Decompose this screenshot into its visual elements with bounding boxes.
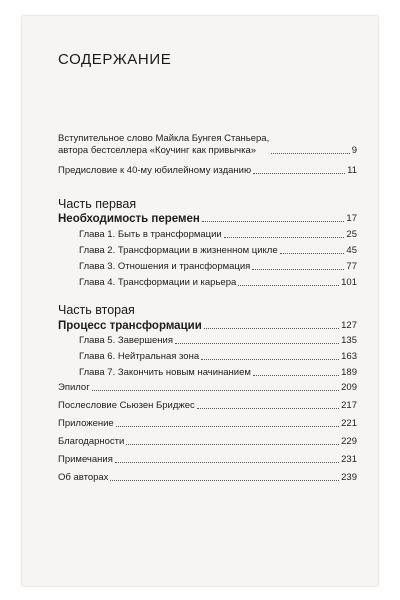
page-number: 229 [341, 436, 357, 447]
dot-leader [197, 408, 339, 409]
book-page [22, 16, 378, 586]
entry-label: Приложение [58, 418, 114, 429]
section-label: Необходимость перемен [58, 213, 200, 225]
part-title: Часть первая [58, 197, 137, 211]
dot-leader [201, 359, 339, 360]
page-number: 45 [346, 245, 357, 256]
dot-leader [253, 375, 339, 376]
toc-entry[interactable] [58, 418, 357, 430]
toc-chapter-entry[interactable] [79, 367, 357, 379]
dot-leader [271, 153, 349, 154]
entry-label: Примечания [58, 454, 113, 465]
toc-chapter-entry[interactable] [79, 351, 357, 363]
dot-leader [115, 462, 339, 463]
toc-chapter-entry[interactable] [79, 261, 357, 273]
toc-chapter-entry[interactable] [79, 229, 357, 241]
entry-label: Об авторах [58, 472, 109, 483]
dot-leader [204, 328, 339, 329]
dot-leader [224, 237, 345, 238]
dot-leader [253, 173, 345, 174]
chapter-label: Глава 5. Завершения [79, 335, 173, 346]
page-number: 239 [341, 472, 357, 483]
entry-label [58, 133, 269, 157]
page-number: 217 [341, 400, 357, 411]
page-number: 11 [347, 165, 357, 176]
entry-label: Послесловие Сьюзен Бриджес [58, 400, 195, 411]
entry-label: Эпилог [58, 382, 90, 393]
entry-label-line: Вступительное слово Майкла Бунгея Станьера, [58, 133, 270, 144]
section-label: Процесс трансформации [58, 320, 202, 332]
toc-entry[interactable] [58, 165, 357, 177]
page-number: 101 [341, 277, 357, 288]
chapter-label: Глава 7. Закончить новым начинанием [79, 367, 251, 378]
entry-label: Предисловие к 40-му юбилейному изданию [58, 165, 252, 176]
page-number: 77 [346, 261, 357, 272]
dot-leader [202, 221, 345, 222]
page-number: 189 [341, 367, 357, 378]
dot-leader [116, 426, 339, 427]
toc-entry[interactable] [58, 436, 357, 448]
dot-leader [175, 343, 339, 344]
page-number: 231 [341, 454, 357, 465]
chapter-label: Глава 4. Трансформации и карьера [79, 277, 237, 288]
page-number: 127 [341, 320, 357, 331]
page-number: 135 [341, 335, 357, 346]
toc-entry[interactable] [58, 454, 357, 466]
entry-label-line: автора бестселлера «Коучинг как привычка» [58, 145, 257, 156]
part-title: Часть вторая [58, 303, 135, 317]
toc-chapter-entry[interactable] [79, 245, 357, 257]
dot-leader [252, 269, 344, 270]
dot-leader [280, 253, 345, 254]
chapter-label: Глава 1. Быть в трансформации [79, 229, 222, 240]
toc-title: СОДЕРЖАНИЕ [58, 51, 172, 68]
toc-section-entry[interactable] [58, 320, 357, 332]
page-number: 17 [346, 213, 357, 224]
dot-leader [126, 444, 339, 445]
toc-chapter-entry[interactable] [79, 277, 357, 289]
toc-section-entry[interactable] [58, 213, 357, 225]
chapter-label: Глава 6. Нейтральная зона [79, 351, 200, 362]
page-number: 221 [341, 418, 357, 429]
dot-leader [92, 390, 339, 391]
chapter-label: Глава 2. Трансформации в жизненном цикле [79, 245, 278, 256]
toc-entry[interactable] [58, 133, 357, 157]
page-number: 209 [341, 382, 357, 393]
toc-chapter-entry[interactable] [79, 335, 357, 347]
dot-leader [110, 480, 339, 481]
page-number: 9 [351, 145, 357, 156]
dot-leader [238, 285, 339, 286]
toc-entry[interactable] [58, 400, 357, 412]
chapter-label: Глава 3. Отношения и трансформация [79, 261, 251, 272]
toc-entry[interactable] [58, 382, 357, 394]
page-number: 163 [341, 351, 357, 362]
toc-entry[interactable] [58, 472, 357, 484]
page-number: 25 [346, 229, 357, 240]
entry-label: Благодарности [58, 436, 125, 447]
